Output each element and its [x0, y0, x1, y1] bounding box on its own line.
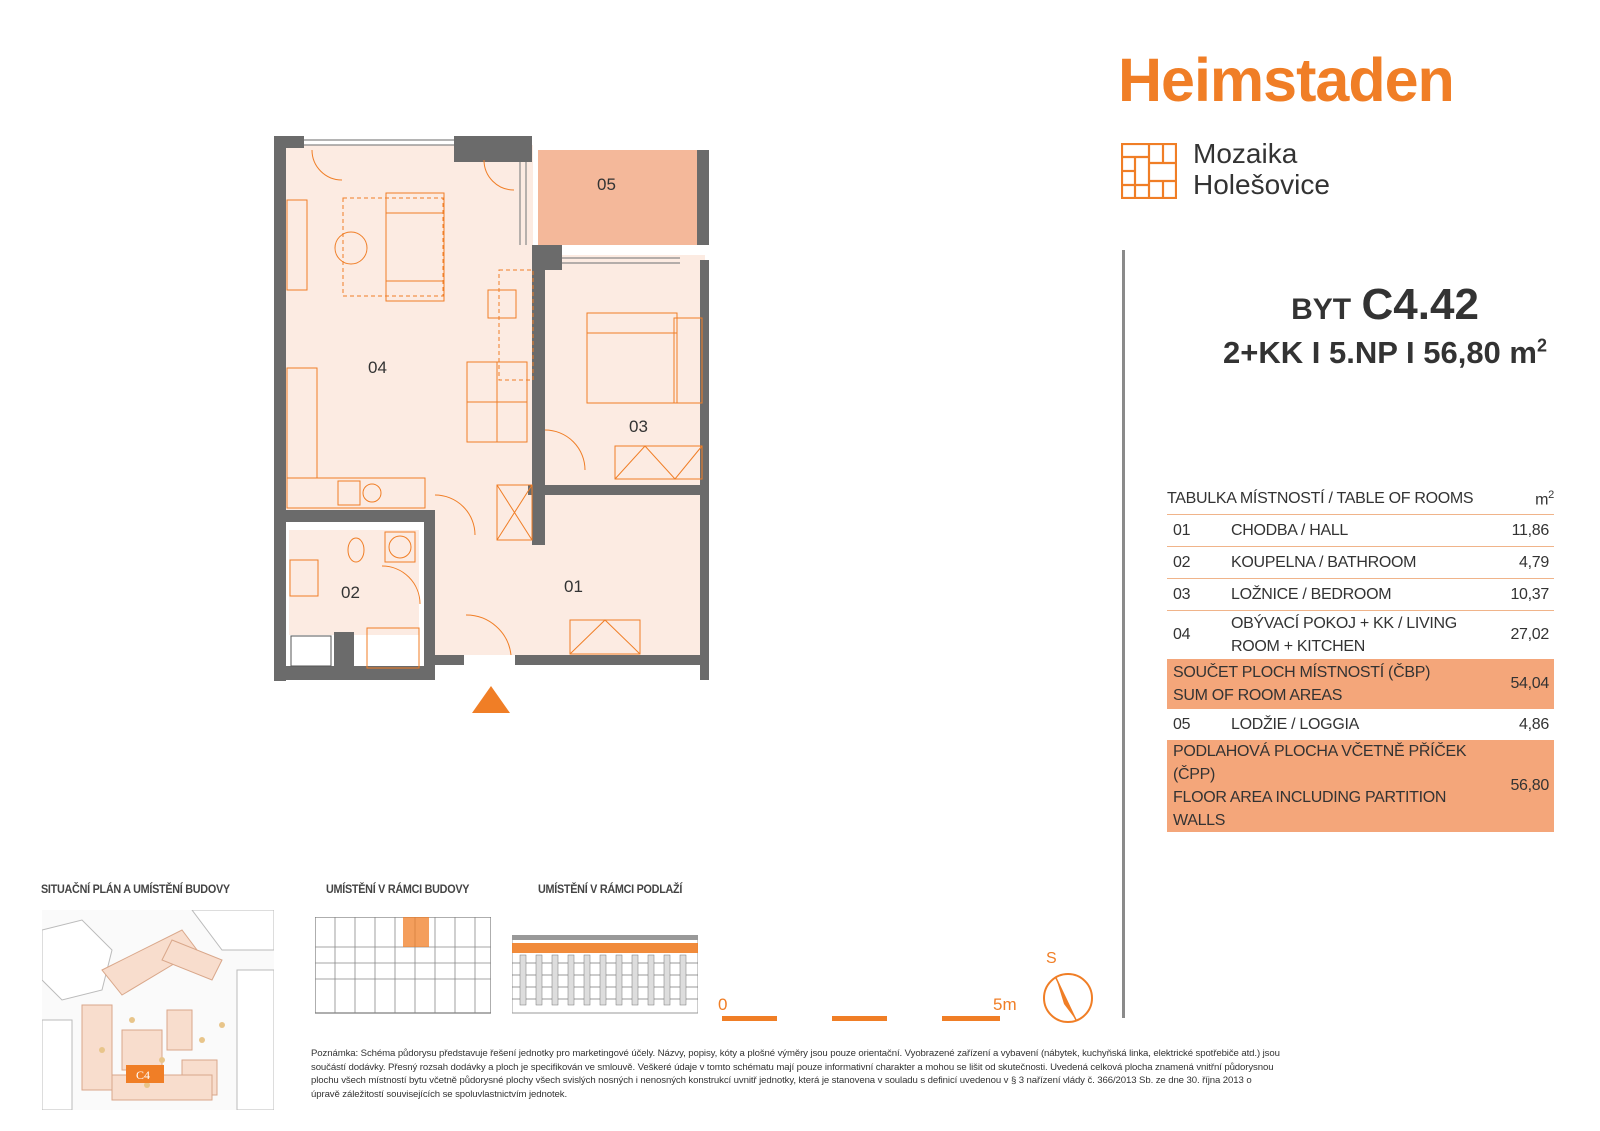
room-number: 02: [1173, 553, 1191, 571]
building-location-map: [315, 917, 491, 1017]
room-area: 4,86: [1519, 715, 1549, 733]
unit-layout: 2+KK: [1222, 335, 1304, 370]
floor-highlight: [512, 943, 698, 953]
in-floor-label: UMÍSTĚNÍ V RÁMCI PODLAŽÍ: [538, 882, 683, 896]
room-area: 27,02: [1510, 626, 1549, 643]
north-arrow-icon: [1040, 970, 1096, 1026]
scale-bar: [722, 1014, 1000, 1022]
north-label: S: [1046, 950, 1057, 967]
table-row: [1167, 546, 1554, 578]
unit-separator: I: [1311, 335, 1321, 370]
room-area: 11,86: [1511, 521, 1549, 539]
vertical-divider: [1122, 250, 1125, 1018]
floor-plan: [270, 130, 720, 720]
room-label-03: 03: [629, 417, 648, 436]
table-header: [1167, 484, 1554, 514]
room-name: OBÝVACÍ POKOJ + KK / LIVING ROOM + KITCHEN: [1231, 615, 1457, 655]
room-area: 4,79: [1519, 553, 1549, 571]
unit-title: [1165, 280, 1600, 330]
room-number: 01: [1173, 521, 1191, 539]
project-name: [1193, 138, 1330, 200]
sum-rooms-label: SOUČET PLOCH MÍSTNOSTÍ (ČBP) SUM OF ROOM AREAS: [1173, 664, 1431, 704]
site-plan-map: [42, 910, 274, 1110]
project-name-line1: Mozaika: [1193, 138, 1298, 169]
unit-floor: 5.NP: [1328, 335, 1398, 370]
rooms-table: [1167, 484, 1554, 832]
room-label-01: 01: [564, 577, 583, 596]
room-name: LOŽNICE / BEDROOM: [1231, 586, 1392, 603]
table-row: [1167, 578, 1554, 610]
table-unit: $m^2$: [1535, 488, 1554, 509]
room-label-04: 04: [368, 358, 387, 377]
floor-total-row: [1167, 740, 1554, 832]
room-name: CHODBA / HALL: [1231, 522, 1349, 539]
floor-total-area: 56,80: [1510, 777, 1549, 794]
unit-code: C4.42: [1361, 280, 1479, 329]
room-area: 10,37: [1510, 585, 1549, 603]
in-building-label: UMÍSTĚNÍ V RÁMCI BUDOVY: [326, 882, 470, 896]
site-building-label: C4: [136, 1068, 151, 1082]
unit-summary: [1165, 335, 1600, 371]
entrance-arrow-icon: [472, 686, 510, 713]
unit-area-sup: 2: [1536, 335, 1547, 356]
unit-separator: I: [1405, 335, 1415, 370]
unit-prefix: BYT: [1291, 293, 1352, 326]
floor-total-label: PODLAHOVÁ PLOCHA VČETNĚ PŘÍČEK (ČPP) FLOOR AREA INCLUDING PARTITION WALLS: [1173, 743, 1467, 829]
sum-rooms-area: 54,04: [1510, 675, 1549, 692]
unit-area: 56,80 m: [1423, 335, 1537, 370]
room-label-05: 05: [597, 175, 616, 194]
floor-location-elevation: [512, 935, 698, 1015]
table-row: [1167, 709, 1554, 740]
mozaika-logo-icon: [1121, 143, 1177, 199]
disclaimer-note: Poznámka: Schéma půdorysu představuje řešení jednotky pro marketingové účely. Názvy, popisy, kóty a plošné výměry jsou pouze orientační. Vyobrazené zařízení a vybavení (nábytek, kuchyňská linka, elektrické spotřebiče atd.) jsou součástí dodávky. Přesný rozsah dodávky a ploch je specifikován ve smlouvě. Veškeré údaje v tomto schématu mají pouze informativní charakter a mohou se lišit od skutečnosti. Uvedená celková plocha znamená vnitřní půdorysnou plochu všech místností bytu včetně půdorysné plochy všech svislých nosných i nenosných konstrukcí uvnitř jednotky, která je stanovena v souladu s definicí uvedenou v § 3 nařízení vlády č. 366/2013 Sb. ze dne 30. října 2013 o úpravě záležitostí souvisejících se spoluvlastnictvím jednotek.: [311, 1048, 1280, 1100]
room-label-02: 02: [341, 583, 360, 602]
room-number: 03: [1173, 585, 1191, 603]
scale-end: 5m: [993, 995, 1017, 1014]
table-row: [1167, 610, 1554, 659]
room-name: KOUPELNA / BATHROOM: [1231, 554, 1417, 571]
sum-rooms-row: [1167, 659, 1554, 709]
project-name-line2: Holešovice: [1193, 169, 1330, 200]
table-row: [1167, 514, 1554, 546]
brand-logo: Heimstaden: [1118, 46, 1454, 114]
scale-start: 0: [718, 995, 728, 1014]
room-fills: [283, 145, 705, 655]
room-number: 04: [1173, 626, 1191, 643]
room-number: 05: [1173, 715, 1191, 733]
table-title: TABULKA MÍSTNOSTÍ / TABLE OF ROOMS: [1167, 490, 1474, 507]
unit-highlight: [403, 917, 429, 947]
room-name: LODŽIE / LOGGIA: [1231, 716, 1359, 733]
site-plan-label: SITUAČNÍ PLÁN A UMÍSTĚNÍ BUDOVY: [41, 882, 230, 896]
